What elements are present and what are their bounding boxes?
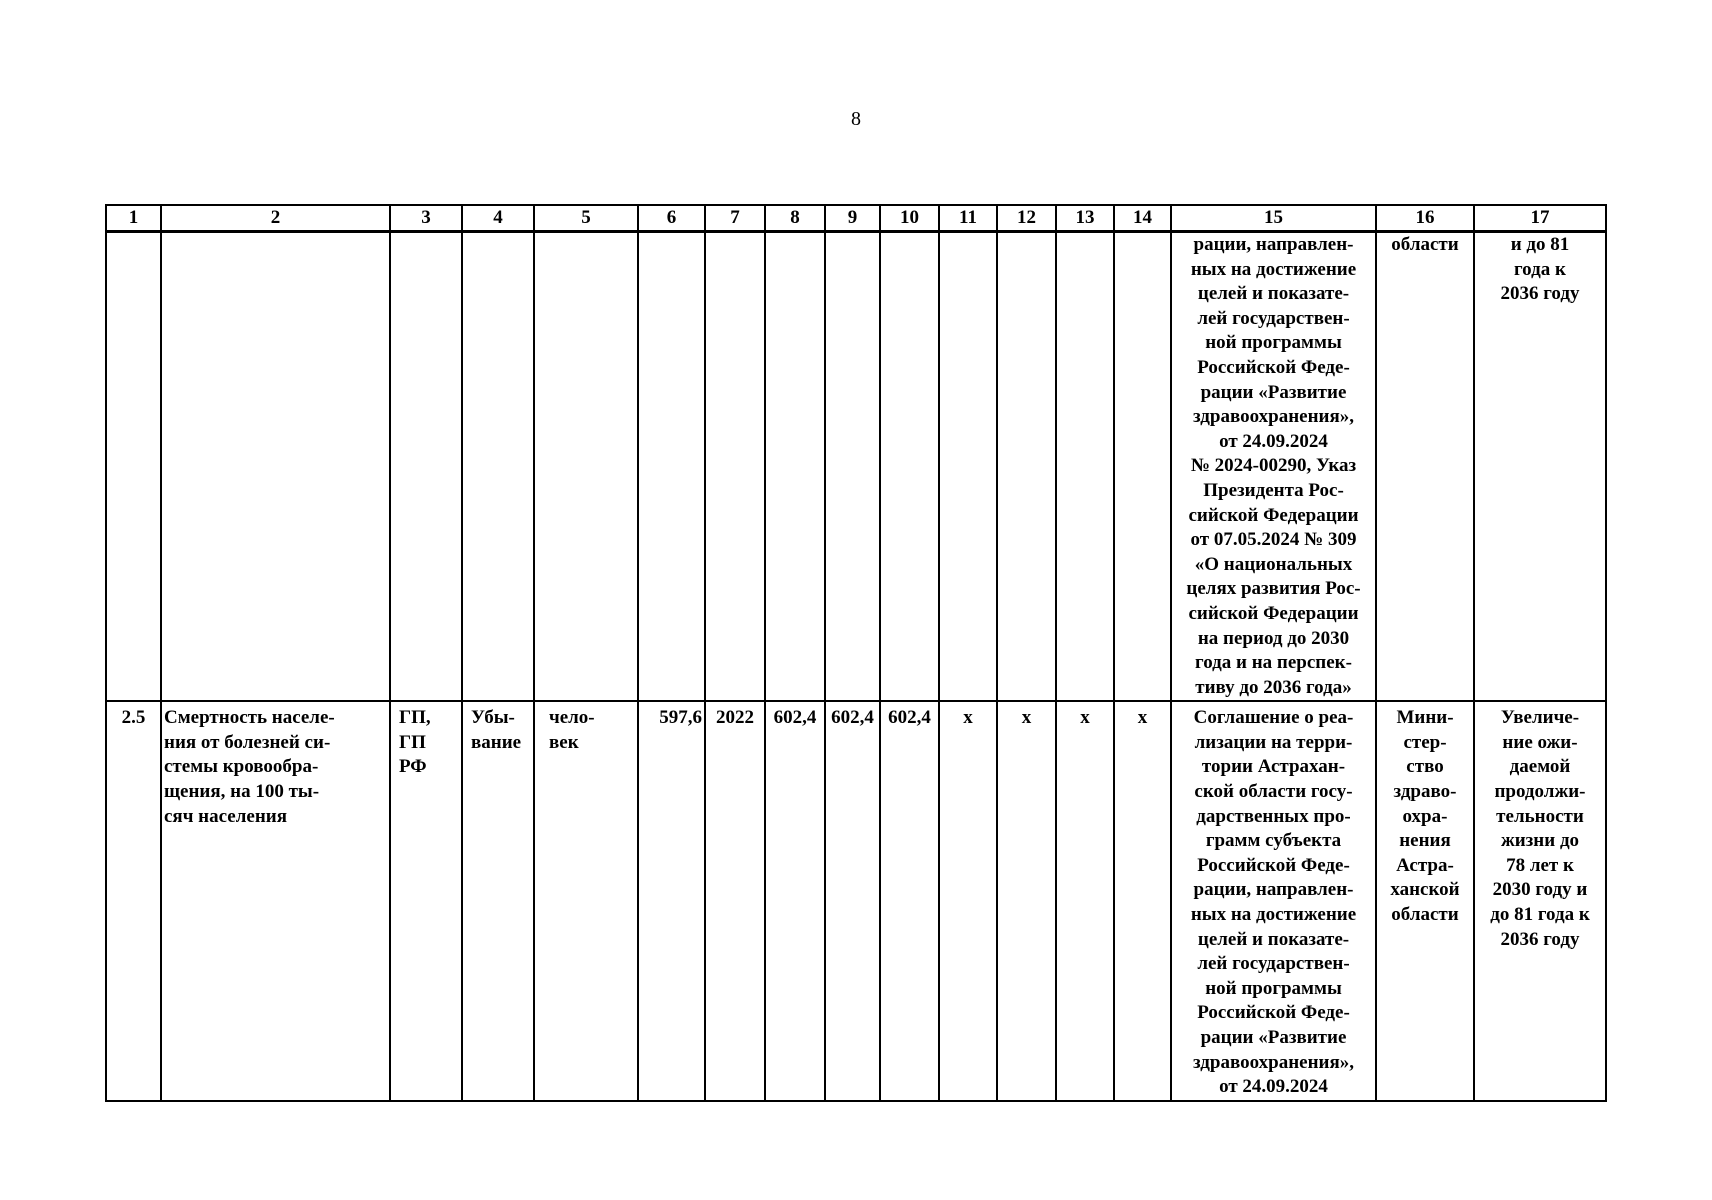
text-line: ных на достижение — [1190, 258, 1357, 280]
value-col-8: 602,4 — [765, 701, 825, 1101]
text-line: ных на достижение — [1190, 904, 1357, 926]
value-col-13: х — [1056, 701, 1114, 1101]
header-cell: 15 — [1171, 205, 1376, 232]
text-line: жизни до — [1500, 830, 1580, 852]
text-line: ной программы — [1205, 977, 1342, 999]
empty-cell — [534, 232, 638, 702]
header-cell: 5 — [534, 205, 638, 232]
value-col-14: х — [1114, 701, 1171, 1101]
link-goal-cell — [1474, 232, 1606, 702]
text-line: ство — [1406, 756, 1444, 778]
table-row-continuation — [106, 232, 1606, 702]
empty-cell — [462, 232, 534, 702]
text-line: вание — [471, 731, 522, 753]
text-line: области — [1391, 904, 1459, 926]
header-cell: 14 — [1114, 205, 1171, 232]
header-cell: 3 — [390, 205, 462, 232]
row-number: 2.5 — [106, 701, 161, 1101]
text-line: рации «Развитие — [1200, 1027, 1347, 1048]
text-line: Мини- — [1396, 707, 1454, 729]
text-line: чело- — [549, 707, 595, 729]
header-row — [106, 205, 1606, 232]
text-line: даемой — [1509, 756, 1571, 778]
text-line: век — [549, 731, 579, 753]
value-col-11: х — [939, 701, 997, 1101]
basis-document-cell — [1171, 232, 1376, 702]
header-cell: 16 — [1376, 205, 1474, 232]
text-line: лей государствен- — [1197, 307, 1350, 329]
base-year: 2022 — [705, 701, 765, 1101]
text-line: стер- — [1403, 731, 1447, 753]
text-line: лей государствен- — [1197, 953, 1350, 975]
text-line: года к — [1514, 258, 1566, 280]
text-line: и до 81 — [1510, 234, 1570, 255]
text-line: года и на перспек- — [1195, 652, 1352, 674]
header-cell: 8 — [765, 205, 825, 232]
text-line: ской области госу- — [1194, 781, 1353, 803]
link-goal-cell — [1474, 701, 1606, 1101]
text-line: дарственных про- — [1196, 805, 1351, 827]
text-line: Увеличе- — [1500, 707, 1580, 729]
text-line: 2036 году — [1500, 283, 1580, 305]
text-line: щения, на 100 ты- — [164, 781, 320, 803]
indicator-name — [161, 701, 390, 1101]
text-line: нения — [1399, 830, 1451, 852]
text-line: тиву до 2036 года» — [1195, 676, 1352, 698]
text-line: здравоохранения», — [1193, 406, 1354, 428]
text-line: ния от болезней си- — [164, 731, 331, 753]
header-cell: 10 — [880, 205, 939, 232]
indicator-trend — [462, 701, 534, 1101]
text-line: 2030 году и — [1492, 879, 1588, 901]
text-line: от 07.05.2024 № 309 — [1190, 529, 1357, 551]
text-line: тории Астрахан- — [1201, 756, 1346, 778]
empty-cell — [390, 232, 462, 702]
text-line: Президента Рос- — [1203, 479, 1344, 501]
value-col-12: х — [997, 701, 1056, 1101]
text-line: «О национальных — [1194, 553, 1353, 575]
text-line: Российской Феде- — [1197, 1002, 1350, 1024]
table-row-2-5 — [106, 701, 1606, 1101]
header-cell: 2 — [161, 205, 390, 232]
empty-cell — [825, 232, 880, 702]
header-cell: 1 — [106, 205, 161, 232]
header-cell: 12 — [997, 205, 1056, 232]
text-line: ной программы — [1205, 332, 1342, 354]
text-line: Астра- — [1396, 854, 1454, 876]
text-line: тельности — [1496, 805, 1584, 827]
unit-of-measure — [534, 701, 638, 1101]
text-line: рации, направлен- — [1193, 234, 1354, 255]
text-line: ГП, — [399, 707, 431, 729]
value-col-10: 602,4 — [880, 701, 939, 1101]
text-line: рации, направлен- — [1193, 879, 1354, 901]
text-line: сяч населения — [164, 805, 287, 827]
header-cell: 17 — [1474, 205, 1606, 232]
empty-cell — [106, 232, 161, 702]
text-line: здравоохранения», — [1193, 1051, 1354, 1073]
text-line: целях развития Рос- — [1186, 578, 1361, 600]
text-line: 78 лет к — [1506, 854, 1574, 876]
text-line: ГП — [399, 731, 426, 753]
text-line: Российской Феде- — [1197, 356, 1350, 378]
text-line: Соглашение о реа- — [1193, 707, 1354, 729]
empty-cell — [161, 232, 390, 702]
empty-cell — [638, 232, 705, 702]
header-cell: 9 — [825, 205, 880, 232]
text-line: 2036 году — [1500, 928, 1580, 950]
header-cell: 6 — [638, 205, 705, 232]
text-line: от 24.09.2024 — [1219, 430, 1328, 452]
empty-cell — [939, 232, 997, 702]
text-line: РФ — [399, 756, 427, 778]
empty-cell — [880, 232, 939, 702]
text-line: Убы- — [471, 707, 515, 729]
text-line: области — [1391, 234, 1459, 255]
text-line: Российской Феде- — [1197, 854, 1350, 876]
empty-cell — [705, 232, 765, 702]
value-col-9: 602,4 — [825, 701, 880, 1101]
header-cell: 11 — [939, 205, 997, 232]
header-cell: 4 — [462, 205, 534, 232]
header-cell: 7 — [705, 205, 765, 232]
empty-cell — [1056, 232, 1114, 702]
text-line: ханской — [1390, 879, 1460, 901]
text-line: целей и показате- — [1197, 283, 1350, 305]
empty-cell — [997, 232, 1056, 702]
indicators-table — [105, 204, 1607, 1102]
indicator-level — [390, 701, 462, 1101]
text-line: лизации на терри- — [1194, 731, 1353, 753]
text-line: рации «Развитие — [1200, 381, 1347, 403]
text-line: на период до 2030 — [1197, 627, 1350, 649]
responsible-cell — [1376, 232, 1474, 702]
basis-document-cell — [1171, 701, 1376, 1101]
header-cell: 13 — [1056, 205, 1114, 232]
text-line: грамм субъекта — [1205, 830, 1342, 852]
text-line: сийской Федерации — [1188, 504, 1359, 526]
text-line: от 24.09.2024 — [1219, 1076, 1328, 1098]
text-line: стемы кровообра- — [164, 756, 319, 778]
empty-cell — [765, 232, 825, 702]
responsible-cell — [1376, 701, 1474, 1101]
text-line: ние ожи- — [1502, 731, 1578, 753]
empty-cell — [1114, 232, 1171, 702]
base-value: 597,6 — [638, 701, 705, 1101]
text-line: Смертность населе- — [164, 707, 335, 729]
text-line: продолжи- — [1494, 781, 1586, 803]
text-line: сийской Федерации — [1188, 602, 1359, 624]
text-line: до 81 года к — [1490, 904, 1590, 926]
text-line: охра- — [1402, 805, 1448, 827]
text-line: здраво- — [1393, 781, 1457, 803]
text-line: № 2024-00290, Указ — [1190, 455, 1357, 477]
text-line: целей и показате- — [1197, 928, 1350, 950]
page-number: 8 — [851, 108, 861, 130]
